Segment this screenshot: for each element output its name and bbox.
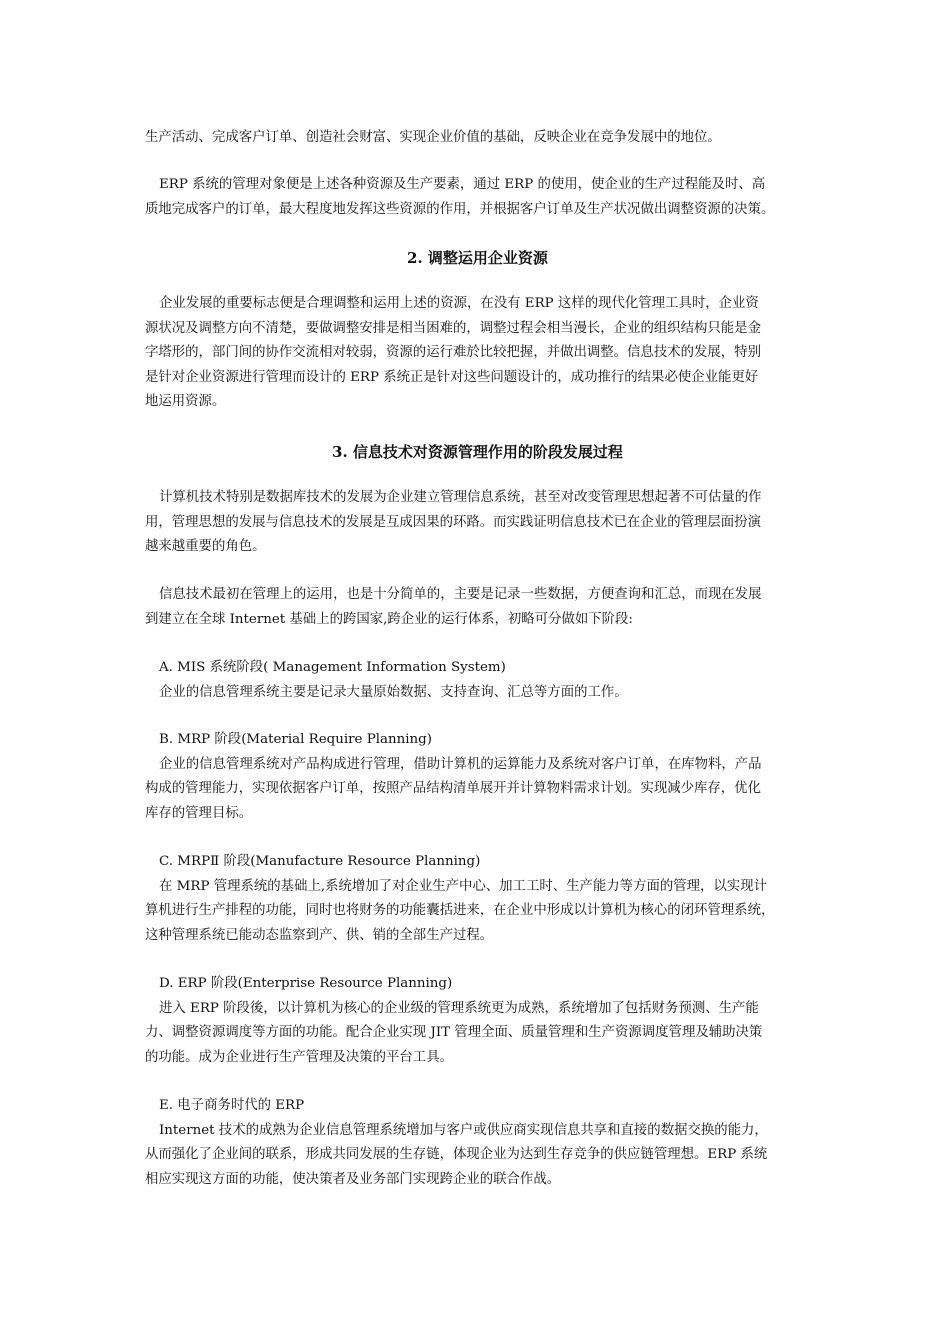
stage-title: D. ERP 阶段(Enterprise Resource Planning) — [159, 976, 453, 991]
paragraph-line: 字塔形的，部门间的协作交流相对较弱，资源的运行难於比较把握，并做出调整。信息技术的发展，特别 — [145, 345, 761, 360]
stage-title: B. MRP 阶段(Material Require Planning) — [159, 732, 432, 747]
stage-b — [145, 728, 810, 826]
paragraph-line: 质地完成客户的订单，最大程度地发挥这些资源的作用，并根据客户订单及生产状况做出调整资源的决策。 — [145, 201, 775, 217]
paragraph-line: 企业的信息管理系统对产品构成进行管理，借助计算机的运算能力及系统对客户订单，在库物料，产品 — [159, 756, 762, 772]
paragraph-line: 库存的管理目标。 — [145, 805, 253, 821]
stage-a — [145, 656, 810, 705]
section-2-heading: 2. 调整运用企业资源 — [407, 249, 548, 267]
paragraph-line: 地运用资源。 — [145, 394, 226, 409]
paragraph-line: 越来越重要的角色。 — [145, 539, 266, 554]
section-2-paragraph — [145, 292, 810, 415]
paragraph-line: 进入 ERP 阶段後，以计算机为核心的企业级的管理系统更为成熟，系统增加了包括财务预测、生产能 — [159, 1000, 759, 1016]
paragraph-line: 从而强化了企业间的联系，形成共同发展的生存链，体现企业为达到生存竞争的供应链管理想。ERP 系统 — [145, 1147, 768, 1162]
paragraph-line: 信息技术最初在管理上的运用，也是十分简单的，主要是记录一些数据，方便查询和汇总，而现在发展 — [159, 587, 762, 602]
paragraph-line: ERP 系统的管理对象便是上述各种资源及生产要素，通过 ERP 的使用，使企业的生产过程能及时、高 — [159, 177, 766, 192]
paragraph-line: 力、调整资源调度等方面的功能。配合企业实现 JIT 管理全面、质量管理和生产资源调度管理及辅助决策 — [145, 1025, 763, 1040]
stage-e — [145, 1094, 810, 1192]
paragraph-line: Internet 技术的成熟为企业信息管理系统增加与客户或供应商实现信息共享和直接的数据交换的能力， — [159, 1122, 768, 1138]
paragraph-line: 源状况及调整方向不清楚，要做调整安排是相当困难的，调整过程会相当漫长，企业的组织结构只能是金 — [145, 320, 761, 336]
intro-paragraph — [145, 126, 810, 151]
paragraph-line: 这种管理系统已能动态监察到产、供、销的全部生产过程。 — [145, 927, 494, 943]
stage-title: E. 电子商务时代的 ERP — [159, 1098, 305, 1113]
section-3-heading: 3. 信息技术对资源管理作用的阶段发展过程 — [332, 443, 623, 461]
paragraph-line: 算机进行生产排程的功能，同时也将财务的功能囊括进来，在企业中形成以计算机为核心的闭环管理系统， — [145, 903, 775, 918]
paragraph-line: 企业的信息管理系统主要是记录大量原始数据、支持查询、汇总等方面的工作。 — [159, 684, 628, 700]
paragraph-line: 是针对企业资源进行管理而设计的 ERP 系统正是针对这些问题设计的，成功推行的结果必使企业能更好 — [145, 369, 759, 385]
stage-title: C. MRPⅡ 阶段(Manufacture Resource Planning) — [159, 854, 481, 869]
section-3-paragraph-1 — [145, 486, 810, 560]
paragraph-line: 到建立在全球 Internet 基础上的跨国家,跨企业的运行体系，初略可分做如下阶段: — [145, 611, 633, 627]
erp-object-paragraph — [145, 173, 810, 222]
paragraph-line: 生产活动、完成客户订单、创造社会财富、实现企业价值的基础，反映企业在竞争发展中的地位。 — [145, 130, 721, 145]
paragraph-line: 计算机技术特别是数据库技术的发展为企业建立管理信息系统，甚至对改变管理思想起著不可估量的作 — [159, 490, 762, 505]
stage-d — [145, 972, 810, 1070]
stage-title: A. MIS 系统阶段( Management Information System) — [159, 660, 506, 675]
paragraph-line: 用，管理思想的发展与信息技术的发展是互成因果的环路。而实践证明信息技术已在企业的管理层面扮演 — [145, 514, 761, 530]
paragraph-line: 相应实现这方面的功能，使决策者及业务部门实现跨企业的联合作战。 — [145, 1171, 561, 1187]
paragraph-line: 的功能。成为企业进行生产管理及决策的平台工具。 — [145, 1049, 453, 1065]
paragraph-line: 企业发展的重要标志便是合理调整和运用上述的资源，在没有 ERP 这样的现代化管理工具时，企业资 — [159, 296, 759, 311]
paragraph-line: 在 MRP 管理系统的基础上,系统增加了对企业生产中心、加工工时、生产能力等方面的管理，以实现计 — [159, 878, 767, 894]
paragraph-line: 构成的管理能力，实现依据客户订单，按照产品结构清单展开并计算物料需求计划。实现减少库存，优化 — [145, 781, 761, 796]
stage-c — [145, 850, 810, 948]
section-3-paragraph-2 — [145, 583, 810, 632]
